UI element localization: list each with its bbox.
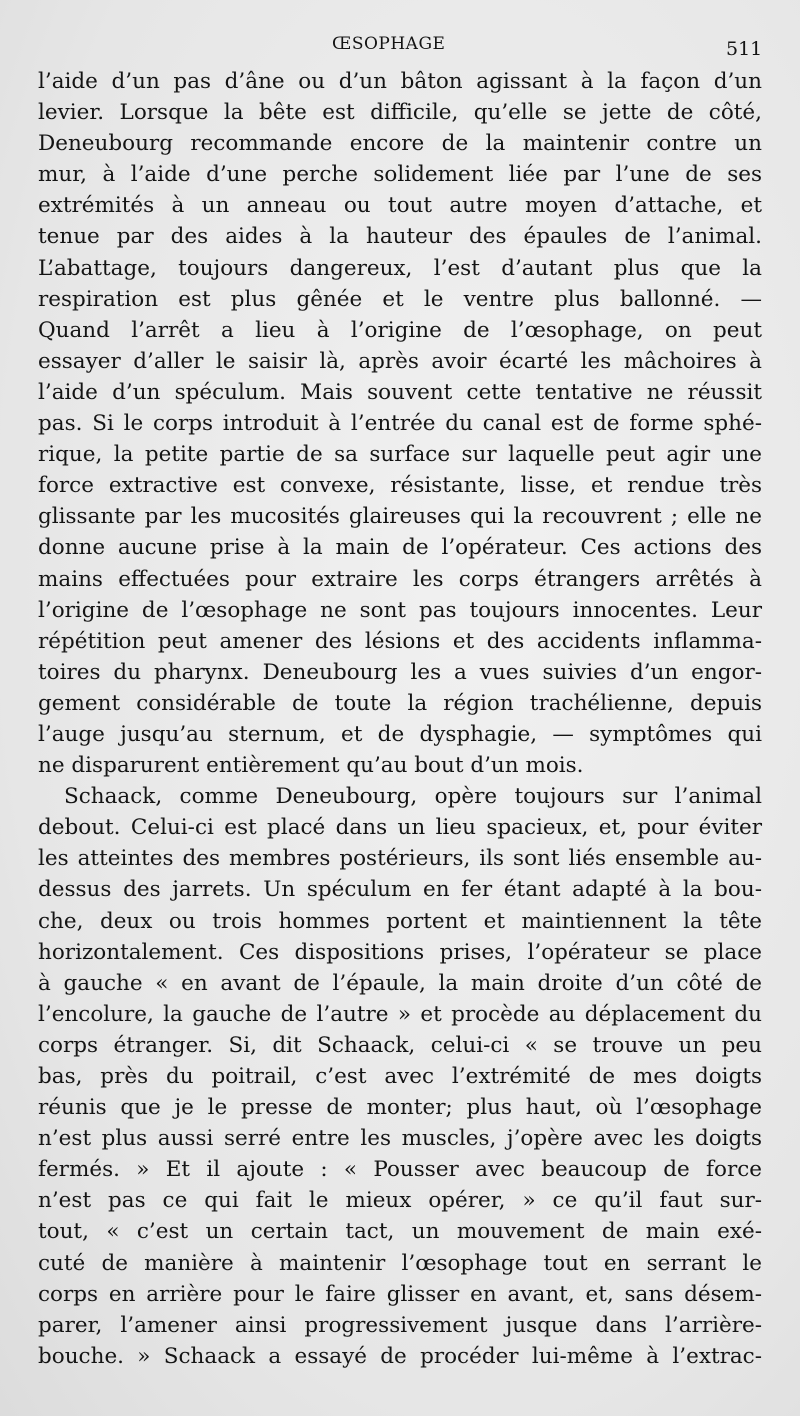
- text-line: à gauche « en avant de l’épaule, la main droite d’un côté de: [38, 970, 762, 996]
- text-line: extrémités à un anneau ou tout autre moyen d’attache, et: [38, 193, 762, 219]
- text-line: l’origine de l’œsophage ne sont pas toujours innocentes. Leur: [38, 597, 762, 623]
- text-line: n’est plus aussi serré entre les muscles, j’opère avec les doigts: [38, 1126, 762, 1152]
- body-text: [38, 66, 762, 1372]
- text-line: parer, l’amener ainsi progressivement jusque dans l’arrière-: [38, 1312, 762, 1338]
- text-line: respiration est plus gênée et le ventre plus ballonné. —: [38, 286, 762, 312]
- text-line: tenue par des aides à la hauteur des épaules de l’animal.: [38, 224, 762, 250]
- paragraph-start-line: Schaack, comme Deneubourg, opère toujours sur l’animal: [64, 784, 762, 810]
- text-line: Deneubourg recommande encore de la maintenir contre un: [38, 131, 762, 157]
- text-line: corps en arrière pour le faire glisser en avant, et, sans désem-: [38, 1281, 762, 1307]
- text-line: horizontalement. Ces dispositions prises, l’opérateur se place: [38, 939, 762, 965]
- text-line: l’auge jusqu’au sternum, et de dysphagie, — symptômes qui: [38, 721, 762, 747]
- text-line: les atteintes des membres postérieurs, ils sont liés ensemble au-: [38, 846, 762, 872]
- text-line: debout. Celui-ci est placé dans un lieu spacieux, et, pour éviter: [38, 815, 762, 841]
- text-line: répétition peut amener des lésions et des accidents inflamma-: [38, 628, 762, 654]
- running-title: ŒSOPHAGE: [332, 34, 446, 54]
- text-line: mur, à l’aide d’une perche solidement liée par l’une de ses: [38, 162, 762, 188]
- text-line: tout, « c’est un certain tact, un mouvement de main exé-: [38, 1219, 762, 1245]
- text-line: cuté de manière à maintenir l’œsophage tout en serrant le: [38, 1250, 762, 1276]
- text-line: essayer d’aller le saisir là, après avoir écarté les mâchoires à: [38, 348, 762, 374]
- text-line: l’aide d’un spéculum. Mais souvent cette tentative ne réussit: [38, 379, 762, 405]
- text-line: fermés. » Et il ajoute : « Pousser avec beaucoup de force: [38, 1157, 762, 1183]
- text-line: force extractive est convexe, résistante, lisse, et rendue très: [38, 473, 762, 499]
- text-line: n’est pas ce qui fait le mieux opérer, » ce qu’il faut sur-: [38, 1188, 762, 1214]
- text-line: réunis que je le presse de monter; plus haut, où l’œsophage: [38, 1095, 762, 1121]
- text-line: bouche. » Schaack a essayé de procéder lui-même à l’extrac-: [38, 1343, 762, 1369]
- text-line: mains effectuées pour extraire les corps étrangers arrêtés à: [38, 566, 762, 592]
- text-line: bas, près du poitrail, c’est avec l’extrémité de mes doigts: [38, 1064, 762, 1089]
- text-line: che, deux ou trois hommes portent et maintiennent la tête: [38, 908, 762, 934]
- text-line: rique, la petite partie de sa surface sur laquelle peut agir une: [38, 442, 762, 468]
- page-number: 511: [726, 38, 763, 60]
- text-line: pas. Si le corps introduit à l’entrée du canal est de forme sphé-: [38, 411, 762, 437]
- text-line: dessus des jarrets. Un spéculum en fer étant adapté à la bou-: [38, 877, 762, 903]
- text-line: L’abattage, toujours dangereux, l’est d’autant plus que la: [38, 255, 762, 281]
- text-line: corps étranger. Si, dit Schaack, celui-ci « se trouve un peu: [38, 1032, 762, 1058]
- text-line: glissante par les mucosités glaireuses qui la recouvrent ; elle ne: [38, 504, 762, 530]
- text-line: l’aide d’un pas d’âne ou d’un bâton agissant à la façon d’un: [38, 69, 762, 94]
- text-line: donne aucune prise à la main de l’opérateur. Ces actions des: [38, 535, 762, 561]
- paragraph-end-line: ne disparurent entièrement qu’au bout d’un mois.: [38, 753, 584, 779]
- text-line: Quand l’arrêt a lieu à l’origine de l’œsophage, on peut: [38, 317, 762, 343]
- text-line: gement considérable de toute la région trachélienne, depuis: [38, 690, 762, 716]
- running-head: [0, 34, 800, 58]
- text-line: toires du pharynx. Deneubourg les a vues suivies d’un engor-: [38, 659, 762, 685]
- text-line: l’encolure, la gauche de l’autre » et procède au déplacement du: [38, 1001, 762, 1027]
- text-line: levier. Lorsque la bête est difficile, qu’elle se jette de côté,: [38, 100, 762, 126]
